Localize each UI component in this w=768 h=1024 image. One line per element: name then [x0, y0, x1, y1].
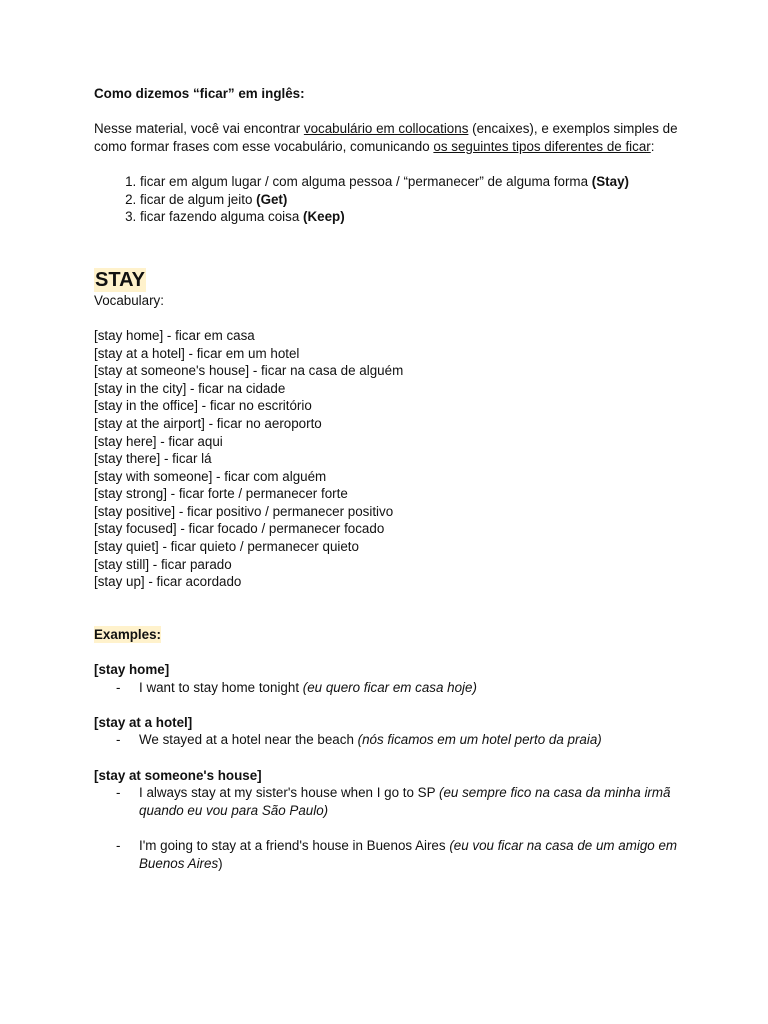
ficar-type-verb: (Keep): [303, 209, 345, 225]
ficar-types-list: [94, 173, 694, 226]
vocabulary-item: [stay still] - ficar parado: [94, 556, 232, 572]
example-group: [94, 767, 694, 873]
vocabulary-item: [stay in the city] - ficar na cidade: [94, 380, 286, 396]
example-list: [94, 784, 694, 872]
vocabulary-label: Vocabulary:: [94, 292, 164, 308]
example-translation: (eu vou ficar na casa de um amigo em Buenos Aires: [139, 837, 678, 871]
intro-text-2: (encaixes), e exemplos simples de como formar frases com esse vocabulário, comunicando: [94, 121, 678, 154]
example-english: I want to stay home tonight: [139, 679, 303, 695]
example-item: [94, 731, 694, 749]
vocabulary-item: [stay at the airport] - ficar no aeroporto: [94, 415, 322, 431]
example-item: [94, 784, 694, 819]
document-content: [94, 85, 694, 890]
document-title: Como dizemos “ficar” em inglês:: [94, 86, 305, 101]
example-category: [stay at a hotel]: [94, 714, 193, 730]
example-group: [94, 661, 694, 696]
example-item: [94, 837, 694, 872]
ficar-type-verb: (Stay): [591, 173, 629, 189]
vocabulary-item: [stay focused] - ficar focado / permanecer focado: [94, 521, 385, 537]
example-category: [stay home]: [94, 662, 170, 678]
intro-text-3: :: [650, 138, 655, 154]
vocabulary-item: [stay with someone] - ficar com alguém: [94, 468, 327, 484]
vocabulary-item: [stay here] - ficar aqui: [94, 433, 223, 449]
vocabulary-item: [stay up] - ficar acordado: [94, 574, 242, 590]
vocabulary-item: [stay positive] - ficar positivo / permanecer positivo: [94, 503, 394, 519]
ficar-type-item: [140, 191, 694, 209]
ficar-type-text: ficar de algum jeito: [140, 191, 257, 207]
ficar-type-text: ficar em algum lugar / com alguma pessoa / “permanecer” de alguma forma: [140, 173, 592, 189]
vocabulary-item: [stay at a hotel] - ficar em um hotel: [94, 345, 300, 361]
ficar-type-text: ficar fazendo alguma coisa: [140, 209, 304, 225]
intro-underlined-vocab: vocabulário em collocations: [303, 121, 469, 137]
example-english: I'm going to stay at a friend's house in Buenos Aires: [139, 837, 450, 853]
example-english: We stayed at a hotel near the beach: [139, 732, 358, 748]
example-translation: (eu quero ficar em casa hoje): [302, 679, 477, 695]
vocabulary-list: [94, 327, 694, 591]
ficar-type-verb: (Get): [256, 191, 288, 207]
ficar-type-item: [140, 173, 694, 191]
vocabulary-item: [stay home] - ficar em casa: [94, 327, 255, 343]
vocabulary-item: [stay quiet] - ficar quieto / permanecer quieto: [94, 539, 359, 555]
ficar-type-item: [140, 208, 694, 226]
dash-bullet: -: [116, 679, 121, 695]
example-group: [94, 714, 694, 749]
example-item: [94, 679, 694, 697]
example-category: [stay at someone's house]: [94, 767, 262, 783]
dash-bullet: -: [116, 837, 121, 853]
vocabulary-item: [stay strong] - ficar forte / permanecer forte: [94, 486, 348, 502]
stay-heading: STAY: [95, 268, 146, 291]
dash-bullet: -: [116, 732, 121, 748]
intro-paragraph: [94, 120, 694, 155]
example-list: [94, 679, 694, 697]
dash-bullet: -: [116, 785, 121, 801]
example-list: [94, 731, 694, 749]
example-translation: (nós ficamos em um hotel perto da praia): [357, 732, 602, 748]
vocabulary-item: [stay there] - ficar lá: [94, 451, 212, 467]
intro-text-1: Nesse material, você vai encontrar: [94, 121, 304, 137]
example-english: I always stay at my sister's house when I go to SP: [139, 785, 440, 801]
example-translation: (eu sempre fico na casa da minha irmã quando eu vou para São Paulo): [139, 785, 671, 818]
examples-heading: Examples:: [94, 626, 161, 642]
example-closing-paren: ): [218, 855, 223, 871]
vocabulary-item: [stay in the office] - ficar no escritório: [94, 398, 312, 414]
intro-underlined-types: os seguintes tipos diferentes de ficar: [433, 138, 651, 154]
vocabulary-item: [stay at someone's house] - ficar na casa de alguém: [94, 363, 404, 379]
